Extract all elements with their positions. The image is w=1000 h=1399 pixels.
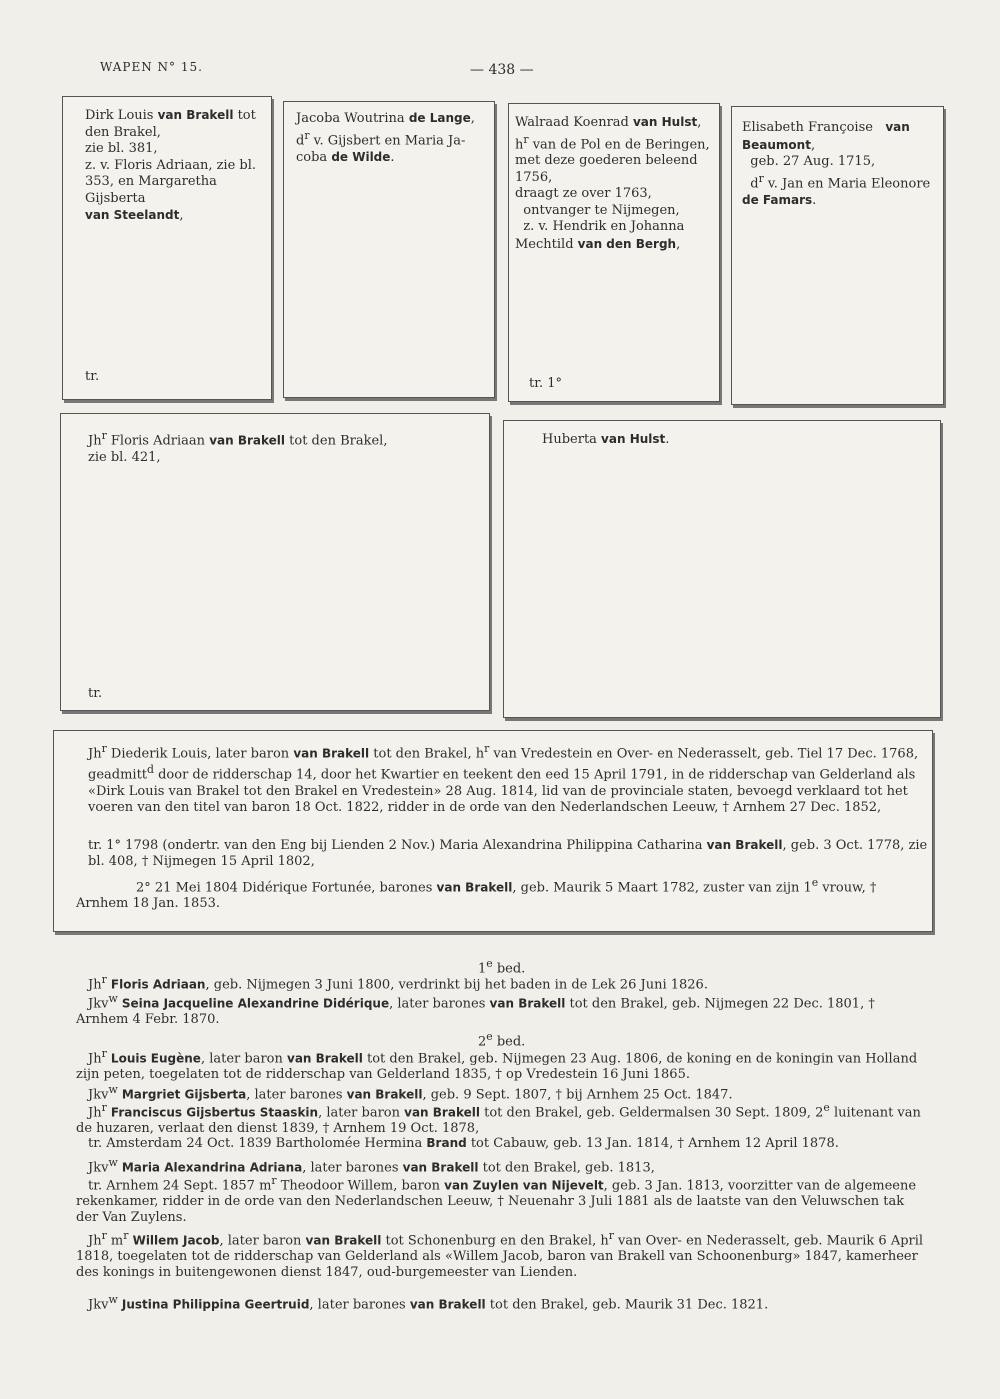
main-marriage-2: 2° 21 Mei 1804 Didérique Fortunée, barones van Brakell, geb. Maurik 5 Maart 1782, zuster van zijn 1e vrouw, † Arnhem 18 Jan. 1853. [76, 876, 877, 912]
bed-1-child-1: Jh$^r$ Floris Adriaan, geb. Nijmegen 3 Juni 1800, verdrinkt bij het baden in de Lek 26 Juni 1826. [88, 973, 708, 993]
bed-2-child-5: Jh$^r$ $m^r$ Willem Jacob, later baron van Brakell tot Schonenburg en den Brakel, $h^r$ van Over- en Nederasselt, geb. Maurik 6 April 1818, toegelaten tot de ridderschap van Gelderland als «Willem Jacob, baron van Brakell van Schoonenburg» 1847, kamerheer des konings in buitengewonen dienst 1847, oud-burgemeester van Lienden. [76, 1229, 924, 1281]
ancestor-box-1 [62, 96, 272, 400]
main-person-box [53, 730, 933, 932]
bed-2-child-1: Jh$^r$ Louis Eugène, later baron van Brakell tot den Brakel, geb. Nijmegen 23 Aug. 1806, de koning en de koningin van Holland zijn peten, toegelaten tot de ridderschap van Gelderland 1835, † op Vredestein 16 Juni 1865. [76, 1047, 918, 1083]
ancestor-tr-1: tr. [85, 369, 100, 384]
bed-2-child-6: Jkv$^w$ Justina Philippina Geertruid, later barones van Brakell tot den Brakel, geb. Maurik 31 Dec. 1821. [88, 1293, 769, 1313]
bed-2-child-2: Jkv$^w$ Margriet Gijsberta, later barones van Brakell, geb. 9 Sept. 1807, † bij Arnhem 25 Oct. 1847. [88, 1083, 733, 1103]
ancestor-text-1: Dirk Louis van Brakell tot den Brakel, zie bl. 381, z. v. Floris Adriaan, zie bl. 353, en Margaretha Gijsberta van Steelandt, [85, 108, 257, 223]
ancestor-text-4: Elisabeth Françoise van Beaumont, geb. 27 Aug. 1715, $d^r$ v. Jan en Maria Eleonore de Famars. [742, 120, 931, 209]
bed-1-heading: 1e bed. [478, 957, 526, 977]
page-number: — 438 — [470, 62, 534, 78]
bed-2-child-3: Jh$^r$ Franciscus Gijsbertus Staaskin, later baron van Brakell tot den Brakel, geb. Geldermalsen 30 Sept. 1809, 2e luitenant van de huzaren, verlaat den dienst 1839, † Arnhem 19 Oct. 1878, [76, 1101, 921, 1137]
parent-tr-1: tr. [88, 686, 103, 701]
bed-2-heading: 2e bed. [478, 1030, 526, 1050]
ancestor-text-2: Jacoba Woutrina de Lange, $d^r$ v. Gijsbert en Maria Ja- coba de Wilde. [296, 111, 475, 166]
bed-2-child-4-marriage: tr. Arnhem 24 Sept. 1857 $m^r$ Theodoor Willem, baron van Zuylen van Nijevelt, geb. 3 Jan. 1813, voorzitter van de algemeene rekenkamer, ridder in de orde van den Nederlandschen Leeuw, † Neuenahr 3 Juli 1881 als de laatste van den Veluwschen tak der Van Zuylens. [76, 1174, 917, 1226]
ancestor-text-3: Walraad Koenrad van Hulst, $h^r$ van de Pol en de Beringen, met deze goederen beleend 1756, draagt ze over 1763, ontvanger te Nijmegen, z. v. Hendrik en Johanna Mechtild van den Bergh, [515, 115, 710, 252]
bed-2-child-3-marriage: tr. Amsterdam 24 Oct. 1839 Bartholomée Hermina Brand tot Cabauw, geb. 13 Jan. 1814, † Arnhem 12 April 1878. [88, 1136, 839, 1151]
parent-box-1 [60, 413, 490, 711]
parent-box-2 [503, 420, 941, 718]
bed-1-child-2: Jkv$^w$ Seina Jacqueline Alexandrine Didérique, later barones van Brakell tot den Brakel, geb. Nijmegen 22 Dec. 1801, † Arnhem 4 Febr. 1870. [76, 992, 875, 1028]
parent-text-2: Huberta van Hulst. [542, 432, 670, 447]
ancestor-box-2 [283, 101, 495, 398]
main-marriage-1: tr. 1° 1798 (ondertr. van den Eng bij Lienden 2 Nov.) Maria Alexandrina Philippina Catharina van Brakell, geb. 3 Oct. 1778, zie bl. 408, † Nijmegen 15 April 1802, [88, 838, 928, 869]
main-person-text: Jh$^r$ Diederik Louis, later baron van Brakell tot den Brakel, $h^r$ van Vredestein en Over- en Nederasselt, geb. Tiel 17 Dec. 1768, geadmitt$^d$ door de ridderschap 14, door het Kwartier en teekent den eed 15 April 1791, in de ridderschap van Gelderland als «Dirk Louis van Brakel tot den Brakel en Vredestein» 28 Aug. 1814, lid van de provinciale staten, bevoegd verklaard tot het voeren van den titel van baron 18 Oct. 1822, ridder in de orde van den Nederlandschen Leeuw, † Arnhem 27 Dec. 1852, [88, 742, 919, 815]
ancestor-tr-3: tr. 1° [529, 376, 563, 391]
ancestor-box-3 [508, 103, 720, 402]
page-header-left: WAPEN N° 15. [100, 60, 203, 74]
bed-2-child-4: Jkv$^w$ Maria Alexandrina Adriana, later barones van Brakell tot den Brakel, geb. 1813, [88, 1156, 655, 1176]
ancestor-box-4 [731, 106, 944, 405]
parent-text-1: Jh$^r$ Floris Adriaan van Brakell tot den Brakel, zie bl. 421, [88, 429, 388, 465]
